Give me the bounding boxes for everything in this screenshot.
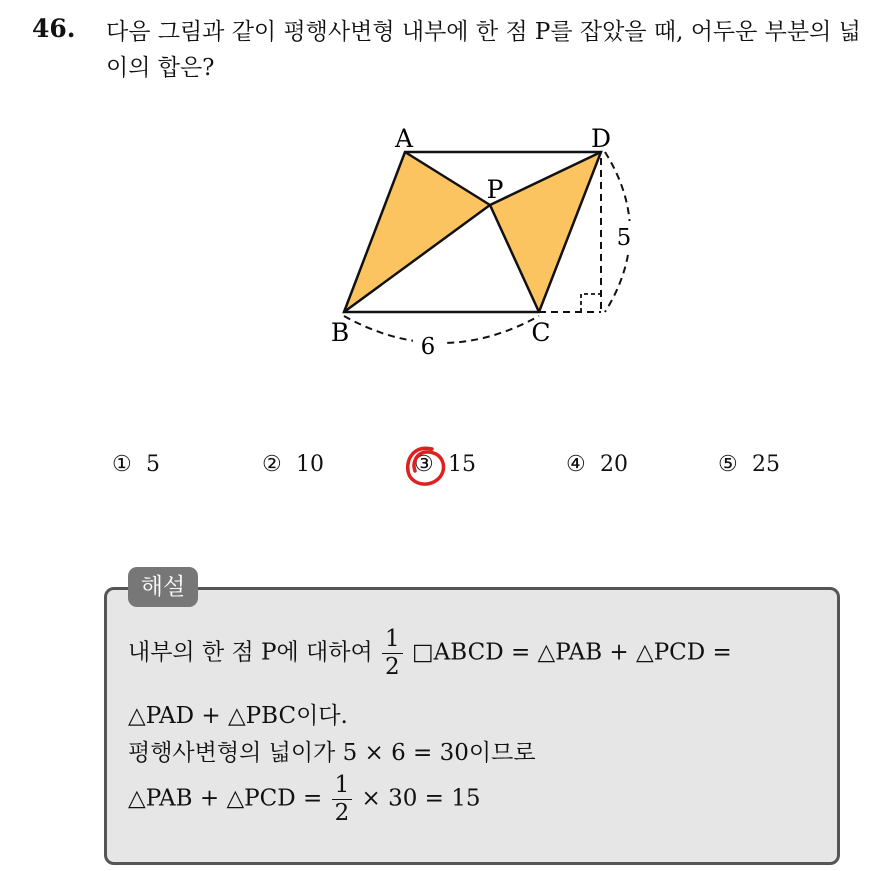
label-a: A [394,124,414,153]
label-c: C [531,318,551,347]
shaded-triangle-pcd [490,152,601,312]
solution-line-2: △PAD + △PBC이다. [128,703,348,729]
solution-tag: 해설 [128,567,198,607]
solution-line-4-post: × 30 = 15 [361,785,481,812]
fraction-numerator: 1 [382,628,403,654]
solution-line-1-post: □ABCD = △PAB + △PCD = [411,639,732,666]
choice-number: ⑤ [718,452,738,477]
choice-value: 15 [448,452,476,477]
choice-value: 20 [600,452,628,477]
solution-line-4-pre: △PAB + △PCD = [128,785,323,812]
solution-line-1 [128,628,732,679]
question-text: 다음 그림과 같이 평행사변형 내부에 한 점 P를 잡았을 때, 어두운 부분의 넓이의 합은? [106,19,861,81]
fraction-denominator: 2 [385,654,400,680]
fraction-half [332,774,353,825]
answer-circle-mark [402,441,450,491]
choice-5[interactable] [718,452,780,477]
label-p: P [486,175,504,204]
choice-2[interactable] [262,452,324,477]
fraction-denominator: 2 [334,800,350,826]
choice-value: 5 [146,452,160,477]
solution-line-1-pre: 내부의 한 점 P에 대하여 [128,639,373,666]
fraction-half [382,628,403,679]
height-label: 5 [616,225,632,251]
fraction-numerator: 1 [332,774,353,800]
choice-4[interactable] [566,452,628,477]
choice-number: ② [262,452,282,477]
base-label: 6 [420,334,436,360]
question-number: 46. [32,14,76,43]
choice-value: 25 [752,452,780,477]
choice-number: ③ [414,452,434,477]
label-b: B [330,318,350,347]
parallelogram-figure [0,0,884,420]
choice-number: ① [112,452,132,477]
choice-value: 10 [296,452,324,477]
choice-number: ④ [566,452,586,477]
shaded-triangle-pab [344,152,490,312]
choice-1[interactable] [112,452,160,477]
solution-line-4 [128,774,481,825]
right-angle-mark [581,294,601,312]
label-d: D [590,124,612,153]
solution-line-3: 평행사변형의 넓이가 5 × 6 = 30이므로 [128,740,536,766]
